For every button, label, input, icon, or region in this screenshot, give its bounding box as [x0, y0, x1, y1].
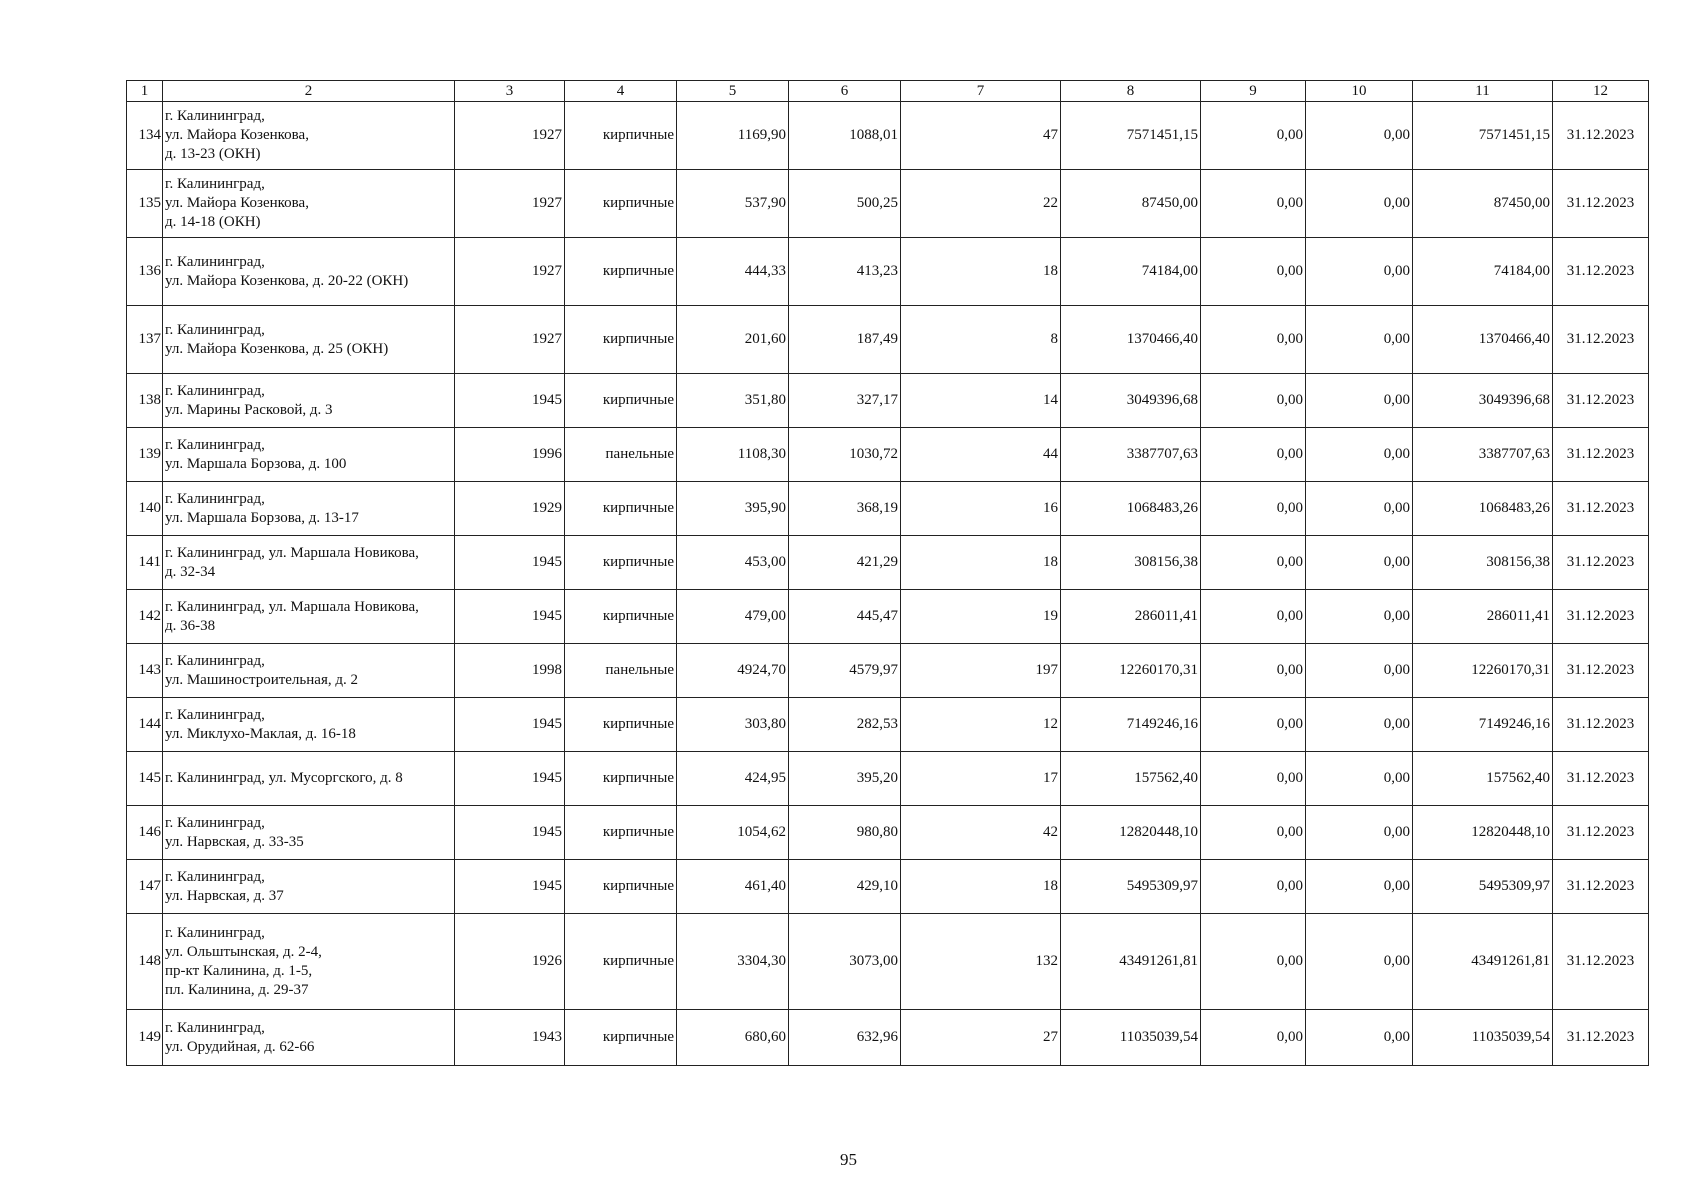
- year-cell: 1945: [455, 806, 565, 860]
- col10-cell: 0,00: [1306, 482, 1413, 536]
- date-cell: 31.12.2023: [1553, 428, 1649, 482]
- col11-cell: 286011,41: [1413, 590, 1553, 644]
- column-header-3: 3: [455, 81, 565, 102]
- column-header-6: 6: [789, 81, 901, 102]
- wall-material-cell: панельные: [565, 428, 677, 482]
- col5-cell: 1054,62: [677, 806, 789, 860]
- row-number: 148: [127, 914, 163, 1010]
- table-body: [127, 102, 1649, 1066]
- col8-cell: 43491261,81: [1061, 914, 1201, 1010]
- wall-material-cell: кирпичные: [565, 306, 677, 374]
- col10-cell: 0,00: [1306, 306, 1413, 374]
- address-cell: г. Калининград, ул. Орудийная, д. 62-66: [163, 1010, 455, 1066]
- table-row: [127, 752, 1649, 806]
- col5-cell: 3304,30: [677, 914, 789, 1010]
- wall-material-cell: кирпичные: [565, 698, 677, 752]
- year-cell: 1945: [455, 536, 565, 590]
- wall-material-cell: кирпичные: [565, 1010, 677, 1066]
- col5-cell: 424,95: [677, 752, 789, 806]
- col10-cell: 0,00: [1306, 170, 1413, 238]
- table-row: [127, 536, 1649, 590]
- row-number: 144: [127, 698, 163, 752]
- address-cell: г. Калининград, ул. Майора Козенкова, д. 20-22 (ОКН): [163, 238, 455, 306]
- col10-cell: 0,00: [1306, 374, 1413, 428]
- col7-cell: 12: [901, 698, 1061, 752]
- col6-cell: 500,25: [789, 170, 901, 238]
- table-row: [127, 170, 1649, 238]
- address-cell: г. Калининград, ул. Миклухо-Маклая, д. 16-18: [163, 698, 455, 752]
- row-number: 136: [127, 238, 163, 306]
- date-cell: 31.12.2023: [1553, 170, 1649, 238]
- address-cell: г. Калининград, ул. Маршала Борзова, д. 13-17: [163, 482, 455, 536]
- col8-cell: 1370466,40: [1061, 306, 1201, 374]
- row-number: 147: [127, 860, 163, 914]
- col7-cell: 16: [901, 482, 1061, 536]
- col8-cell: 7571451,15: [1061, 102, 1201, 170]
- col5-cell: 395,90: [677, 482, 789, 536]
- year-cell: 1927: [455, 306, 565, 374]
- wall-material-cell: кирпичные: [565, 752, 677, 806]
- col5-cell: 444,33: [677, 238, 789, 306]
- col5-cell: 1108,30: [677, 428, 789, 482]
- col11-cell: 157562,40: [1413, 752, 1553, 806]
- address-cell: г. Калининград, ул. Майора Козенкова, д. 25 (ОКН): [163, 306, 455, 374]
- row-number: 139: [127, 428, 163, 482]
- col7-cell: 18: [901, 536, 1061, 590]
- col5-cell: 461,40: [677, 860, 789, 914]
- wall-material-cell: панельные: [565, 644, 677, 698]
- column-header-5: 5: [677, 81, 789, 102]
- col11-cell: 5495309,97: [1413, 860, 1553, 914]
- wall-material-cell: кирпичные: [565, 482, 677, 536]
- table-row: [127, 482, 1649, 536]
- col6-cell: 1088,01: [789, 102, 901, 170]
- col8-cell: 3387707,63: [1061, 428, 1201, 482]
- col9-cell: 0,00: [1201, 752, 1306, 806]
- col10-cell: 0,00: [1306, 914, 1413, 1010]
- col11-cell: 11035039,54: [1413, 1010, 1553, 1066]
- table-row: [127, 428, 1649, 482]
- col8-cell: 1068483,26: [1061, 482, 1201, 536]
- date-cell: 31.12.2023: [1553, 374, 1649, 428]
- date-cell: 31.12.2023: [1553, 914, 1649, 1010]
- row-number: 134: [127, 102, 163, 170]
- col11-cell: 43491261,81: [1413, 914, 1553, 1010]
- date-cell: 31.12.2023: [1553, 806, 1649, 860]
- col7-cell: 197: [901, 644, 1061, 698]
- col6-cell: 413,23: [789, 238, 901, 306]
- col7-cell: 132: [901, 914, 1061, 1010]
- col8-cell: 74184,00: [1061, 238, 1201, 306]
- wall-material-cell: кирпичные: [565, 914, 677, 1010]
- col9-cell: 0,00: [1201, 374, 1306, 428]
- col10-cell: 0,00: [1306, 238, 1413, 306]
- col6-cell: 4579,97: [789, 644, 901, 698]
- row-number: 149: [127, 1010, 163, 1066]
- date-cell: 31.12.2023: [1553, 860, 1649, 914]
- col11-cell: 12820448,10: [1413, 806, 1553, 860]
- address-cell: г. Калининград, ул. Маршала Новикова, д. 36-38: [163, 590, 455, 644]
- col9-cell: 0,00: [1201, 170, 1306, 238]
- page-number: 95: [840, 1150, 857, 1169]
- col10-cell: 0,00: [1306, 806, 1413, 860]
- date-cell: 31.12.2023: [1553, 698, 1649, 752]
- table-row: [127, 698, 1649, 752]
- col10-cell: 0,00: [1306, 752, 1413, 806]
- col9-cell: 0,00: [1201, 428, 1306, 482]
- col7-cell: 27: [901, 1010, 1061, 1066]
- year-cell: 1929: [455, 482, 565, 536]
- date-cell: 31.12.2023: [1553, 102, 1649, 170]
- year-cell: 1998: [455, 644, 565, 698]
- col6-cell: 282,53: [789, 698, 901, 752]
- table-row: [127, 806, 1649, 860]
- column-header-8: 8: [1061, 81, 1201, 102]
- col11-cell: 308156,38: [1413, 536, 1553, 590]
- col9-cell: 0,00: [1201, 698, 1306, 752]
- address-cell: г. Калининград, ул. Ольштынская, д. 2-4, пр-кт Калинина, д. 1-5, пл. Калинина, д. 29-37: [163, 914, 455, 1010]
- date-cell: 31.12.2023: [1553, 1010, 1649, 1066]
- col7-cell: 44: [901, 428, 1061, 482]
- col9-cell: 0,00: [1201, 482, 1306, 536]
- row-number: 135: [127, 170, 163, 238]
- header-row: [127, 81, 1649, 102]
- row-number: 146: [127, 806, 163, 860]
- col10-cell: 0,00: [1306, 428, 1413, 482]
- table-row: [127, 644, 1649, 698]
- col5-cell: 303,80: [677, 698, 789, 752]
- year-cell: 1927: [455, 102, 565, 170]
- table-row: [127, 238, 1649, 306]
- col6-cell: 632,96: [789, 1010, 901, 1066]
- year-cell: 1945: [455, 752, 565, 806]
- col6-cell: 3073,00: [789, 914, 901, 1010]
- address-cell: г. Калининград, ул. Машиностроительная, д. 2: [163, 644, 455, 698]
- column-header-7: 7: [901, 81, 1061, 102]
- col11-cell: 3049396,68: [1413, 374, 1553, 428]
- row-number: 137: [127, 306, 163, 374]
- column-numbers-header: [127, 81, 1649, 102]
- col9-cell: 0,00: [1201, 306, 1306, 374]
- col5-cell: 537,90: [677, 170, 789, 238]
- row-number: 140: [127, 482, 163, 536]
- year-cell: 1926: [455, 914, 565, 1010]
- col6-cell: 445,47: [789, 590, 901, 644]
- col8-cell: 11035039,54: [1061, 1010, 1201, 1066]
- wall-material-cell: кирпичные: [565, 536, 677, 590]
- col10-cell: 0,00: [1306, 860, 1413, 914]
- table-row: [127, 374, 1649, 428]
- col10-cell: 0,00: [1306, 590, 1413, 644]
- wall-material-cell: кирпичные: [565, 860, 677, 914]
- row-number: 145: [127, 752, 163, 806]
- col8-cell: 7149246,16: [1061, 698, 1201, 752]
- wall-material-cell: кирпичные: [565, 590, 677, 644]
- year-cell: 1927: [455, 238, 565, 306]
- table-row: [127, 590, 1649, 644]
- col5-cell: 201,60: [677, 306, 789, 374]
- col9-cell: 0,00: [1201, 536, 1306, 590]
- column-header-1: 1: [127, 81, 163, 102]
- col5-cell: 479,00: [677, 590, 789, 644]
- date-cell: 31.12.2023: [1553, 590, 1649, 644]
- year-cell: 1945: [455, 698, 565, 752]
- col11-cell: 7149246,16: [1413, 698, 1553, 752]
- col11-cell: 87450,00: [1413, 170, 1553, 238]
- col7-cell: 18: [901, 238, 1061, 306]
- col9-cell: 0,00: [1201, 238, 1306, 306]
- col8-cell: 12260170,31: [1061, 644, 1201, 698]
- year-cell: 1945: [455, 860, 565, 914]
- col5-cell: 453,00: [677, 536, 789, 590]
- year-cell: 1927: [455, 170, 565, 238]
- column-header-2: 2: [163, 81, 455, 102]
- year-cell: 1943: [455, 1010, 565, 1066]
- date-cell: 31.12.2023: [1553, 536, 1649, 590]
- table-row: [127, 860, 1649, 914]
- date-cell: 31.12.2023: [1553, 306, 1649, 374]
- col9-cell: 0,00: [1201, 806, 1306, 860]
- col7-cell: 19: [901, 590, 1061, 644]
- col9-cell: 0,00: [1201, 644, 1306, 698]
- column-header-9: 9: [1201, 81, 1306, 102]
- col10-cell: 0,00: [1306, 1010, 1413, 1066]
- address-cell: г. Калининград, ул. Марины Расковой, д. 3: [163, 374, 455, 428]
- wall-material-cell: кирпичные: [565, 238, 677, 306]
- date-cell: 31.12.2023: [1553, 482, 1649, 536]
- col6-cell: 980,80: [789, 806, 901, 860]
- column-header-11: 11: [1413, 81, 1553, 102]
- col8-cell: 87450,00: [1061, 170, 1201, 238]
- wall-material-cell: кирпичные: [565, 170, 677, 238]
- col10-cell: 0,00: [1306, 102, 1413, 170]
- col8-cell: 12820448,10: [1061, 806, 1201, 860]
- col8-cell: 3049396,68: [1061, 374, 1201, 428]
- col7-cell: 47: [901, 102, 1061, 170]
- year-cell: 1945: [455, 374, 565, 428]
- address-cell: г. Калининград, ул. Майора Козенкова, д. 13-23 (ОКН): [163, 102, 455, 170]
- col8-cell: 157562,40: [1061, 752, 1201, 806]
- col6-cell: 395,20: [789, 752, 901, 806]
- col7-cell: 8: [901, 306, 1061, 374]
- col6-cell: 327,17: [789, 374, 901, 428]
- col8-cell: 308156,38: [1061, 536, 1201, 590]
- col5-cell: 1169,90: [677, 102, 789, 170]
- address-cell: г. Калининград, ул. Маршала Новикова, д. 32-34: [163, 536, 455, 590]
- row-number: 143: [127, 644, 163, 698]
- column-header-4: 4: [565, 81, 677, 102]
- col10-cell: 0,00: [1306, 698, 1413, 752]
- row-number: 142: [127, 590, 163, 644]
- table-row: [127, 1010, 1649, 1066]
- register-table: [126, 80, 1649, 1066]
- col9-cell: 0,00: [1201, 102, 1306, 170]
- year-cell: 1945: [455, 590, 565, 644]
- col11-cell: 7571451,15: [1413, 102, 1553, 170]
- wall-material-cell: кирпичные: [565, 374, 677, 428]
- col7-cell: 42: [901, 806, 1061, 860]
- col7-cell: 18: [901, 860, 1061, 914]
- date-cell: 31.12.2023: [1553, 644, 1649, 698]
- table-row: [127, 306, 1649, 374]
- col6-cell: 421,29: [789, 536, 901, 590]
- year-cell: 1996: [455, 428, 565, 482]
- table-row: [127, 102, 1649, 170]
- address-cell: г. Калининград, ул. Нарвская, д. 37: [163, 860, 455, 914]
- col10-cell: 0,00: [1306, 536, 1413, 590]
- col11-cell: 12260170,31: [1413, 644, 1553, 698]
- col11-cell: 74184,00: [1413, 238, 1553, 306]
- col9-cell: 0,00: [1201, 590, 1306, 644]
- address-cell: г. Калининград, ул. Маршала Борзова, д. 100: [163, 428, 455, 482]
- col8-cell: 5495309,97: [1061, 860, 1201, 914]
- col9-cell: 0,00: [1201, 860, 1306, 914]
- col7-cell: 17: [901, 752, 1061, 806]
- address-cell: г. Калининград, ул. Мусоргского, д. 8: [163, 752, 455, 806]
- col5-cell: 4924,70: [677, 644, 789, 698]
- wall-material-cell: кирпичные: [565, 102, 677, 170]
- col6-cell: 429,10: [789, 860, 901, 914]
- col7-cell: 22: [901, 170, 1061, 238]
- table-row: [127, 914, 1649, 1010]
- row-number: 141: [127, 536, 163, 590]
- col5-cell: 351,80: [677, 374, 789, 428]
- wall-material-cell: кирпичные: [565, 806, 677, 860]
- col11-cell: 3387707,63: [1413, 428, 1553, 482]
- col10-cell: 0,00: [1306, 644, 1413, 698]
- date-cell: 31.12.2023: [1553, 752, 1649, 806]
- col11-cell: 1068483,26: [1413, 482, 1553, 536]
- date-cell: 31.12.2023: [1553, 238, 1649, 306]
- col6-cell: 1030,72: [789, 428, 901, 482]
- col5-cell: 680,60: [677, 1010, 789, 1066]
- address-cell: г. Калининград, ул. Нарвская, д. 33-35: [163, 806, 455, 860]
- row-number: 138: [127, 374, 163, 428]
- address-cell: г. Калининград, ул. Майора Козенкова, д. 14-18 (ОКН): [163, 170, 455, 238]
- col9-cell: 0,00: [1201, 914, 1306, 1010]
- col11-cell: 1370466,40: [1413, 306, 1553, 374]
- col7-cell: 14: [901, 374, 1061, 428]
- col6-cell: 368,19: [789, 482, 901, 536]
- column-header-10: 10: [1306, 81, 1413, 102]
- col8-cell: 286011,41: [1061, 590, 1201, 644]
- col9-cell: 0,00: [1201, 1010, 1306, 1066]
- column-header-12: 12: [1553, 81, 1649, 102]
- col6-cell: 187,49: [789, 306, 901, 374]
